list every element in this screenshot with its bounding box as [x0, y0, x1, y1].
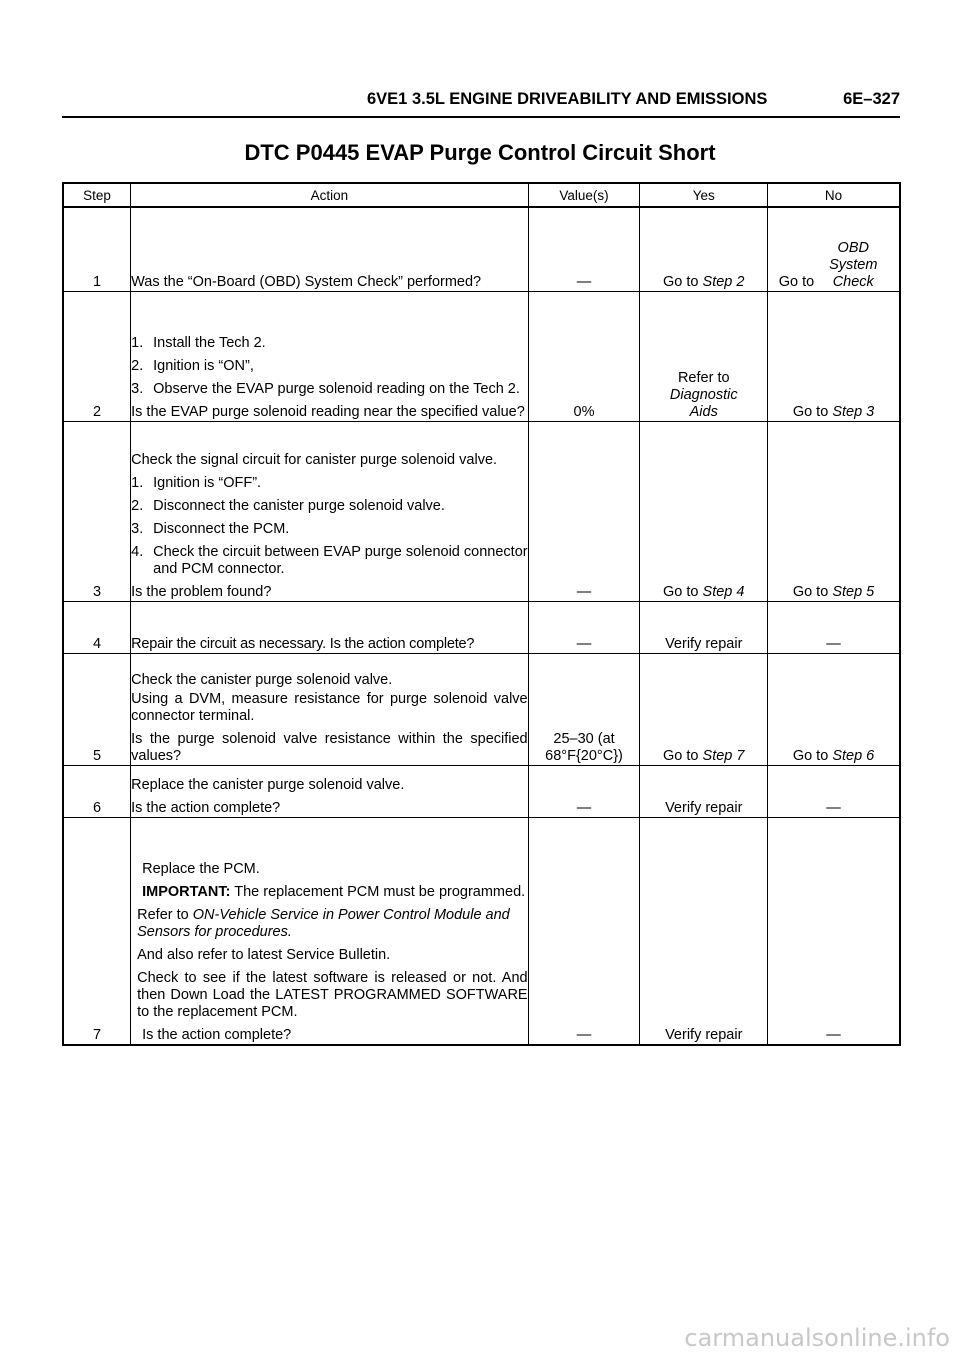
yes-cell: Verify repair: [640, 601, 768, 653]
refer-prefix: Refer to: [137, 907, 193, 923]
table-row: [63, 817, 900, 1045]
no-cell: [768, 653, 900, 765]
important-note: [137, 884, 527, 901]
refer-note: [137, 907, 527, 941]
action-cell: [131, 421, 528, 601]
step-number: 7: [63, 817, 131, 1045]
header-yes: Yes: [640, 183, 768, 207]
yes-prefix: Go to: [663, 583, 703, 600]
table-row: [63, 653, 900, 765]
software-note: Check to see if the latest software is released or not. And then Down Load the LATEST PROGRAMMED SOFTWARE to the replacement PCM.: [137, 970, 528, 1020]
list-item: 2. Ignition is “ON”,: [131, 357, 254, 374]
action-intro: Check the signal circuit for canister purge solenoid valve.: [131, 451, 498, 468]
value-cell: [528, 653, 640, 765]
action-cell: [131, 817, 528, 1045]
no-cell: —: [768, 817, 900, 1045]
value-cell: —: [528, 207, 640, 291]
list-item: 3. Disconnect the PCM.: [131, 520, 290, 537]
step-number: 1: [63, 207, 131, 291]
no-prefix: Go to: [792, 747, 833, 764]
yes-link[interactable]: Diagnostic Aids: [669, 386, 738, 420]
important-label: IMPORTANT:: [142, 884, 231, 900]
no-cell: —: [768, 765, 900, 817]
action-question: Is the action complete?: [142, 1027, 292, 1043]
table-row: [63, 601, 900, 653]
yes-link[interactable]: Step 4: [702, 583, 745, 600]
value-cell: —: [528, 765, 640, 817]
refer-link[interactable]: ON-Vehicle Service in Power Control Module and Sensors for procedures.: [137, 907, 510, 940]
action-question: Is the action complete?: [131, 799, 281, 816]
yes-link[interactable]: Step 2: [702, 273, 745, 290]
watermark: carmanualsonline.info: [684, 1324, 950, 1352]
table-row: [63, 207, 900, 291]
yes-link[interactable]: Step 7: [702, 747, 745, 764]
no-prefix: Go to: [792, 583, 833, 600]
page-header: [62, 86, 900, 118]
no-cell: [768, 207, 900, 291]
yes-cell: [640, 207, 768, 291]
no-cell: [768, 421, 900, 601]
yes-cell: Verify repair: [640, 817, 768, 1045]
list-item: 4. Check the circuit between EVAP purge solenoid connector and PCM connector.: [131, 543, 528, 577]
value-cell: 0%: [528, 291, 640, 421]
action-text: Replace the canister purge solenoid valve.: [131, 776, 405, 793]
list-item: 1. Install the Tech 2.: [131, 334, 266, 351]
yes-prefix: Go to: [663, 273, 703, 290]
yes-cell: Verify repair: [640, 765, 768, 817]
yes-prefix: Refer to: [677, 369, 730, 386]
step-number: 6: [63, 765, 131, 817]
step-number: 2: [63, 291, 131, 421]
bulletin-note: And also refer to latest Service Bulletin.: [137, 947, 391, 963]
no-prefix: Go to: [792, 403, 833, 420]
no-link[interactable]: Step 5: [832, 583, 875, 600]
action-question: Is the purge solenoid valve resistance within the specified values?: [131, 730, 528, 764]
action-question: Is the EVAP purge solenoid reading near the specified value?: [131, 403, 525, 420]
no-link[interactable]: Step 6: [832, 747, 875, 764]
list-item: 3. Observe the EVAP purge solenoid reading on the Tech 2.: [131, 380, 520, 397]
header-no: No: [768, 183, 900, 207]
action-text: Repair the circuit as necessary. Is the action complete?: [131, 635, 475, 652]
action-text: Replace the PCM.: [142, 861, 260, 877]
action-cell: [131, 291, 528, 421]
no-link[interactable]: Step 3: [832, 403, 875, 420]
header-values: Value(s): [528, 183, 640, 207]
header-action: Action: [131, 183, 528, 207]
list-item: 2. Disconnect the canister purge solenoid valve.: [131, 497, 445, 514]
step-number: 3: [63, 421, 131, 601]
header-step: Step: [63, 183, 131, 207]
document-title: DTC P0445 EVAP Purge Control Circuit Short: [244, 140, 716, 165]
action-question: Is the problem found?: [131, 583, 272, 600]
table-header-row: [63, 183, 900, 207]
action-cell: [131, 207, 528, 291]
value-cell: —: [528, 817, 640, 1045]
action-cell: [131, 601, 528, 653]
action-cell: [131, 653, 528, 765]
no-link[interactable]: OBD System Check: [829, 239, 878, 290]
section-title: 6VE1 3.5L ENGINE DRIVEABILITY AND EMISSIONS: [367, 90, 768, 108]
yes-cell: [640, 291, 768, 421]
diagnostic-table: [62, 182, 901, 1046]
table-row: [63, 291, 900, 421]
value-cell: —: [528, 421, 640, 601]
value-cell: —: [528, 601, 640, 653]
page-number: 6E–327: [843, 90, 900, 108]
list-item: 1. Ignition is “OFF”.: [131, 474, 262, 491]
table-row: [63, 765, 900, 817]
action-cell: [131, 765, 528, 817]
no-cell: —: [768, 601, 900, 653]
action-text: Was the “On-Board (OBD) System Check” performed?: [131, 273, 482, 290]
step-number: 4: [63, 601, 131, 653]
yes-prefix: Go to: [663, 747, 703, 764]
action-text: Check the canister purge solenoid valve.: [131, 671, 393, 688]
step-number: 5: [63, 653, 131, 765]
table-row: [63, 421, 900, 601]
yes-cell: [640, 421, 768, 601]
action-text: Using a DVM, measure resistance for purge solenoid valve connector terminal.: [131, 690, 528, 724]
no-prefix: Go to: [778, 273, 819, 290]
important-text: The replacement PCM must be programmed.: [234, 884, 526, 900]
yes-cell: [640, 653, 768, 765]
value-text: 25–30 (at 68°F{20°C}): [545, 730, 623, 764]
no-cell: [768, 291, 900, 421]
